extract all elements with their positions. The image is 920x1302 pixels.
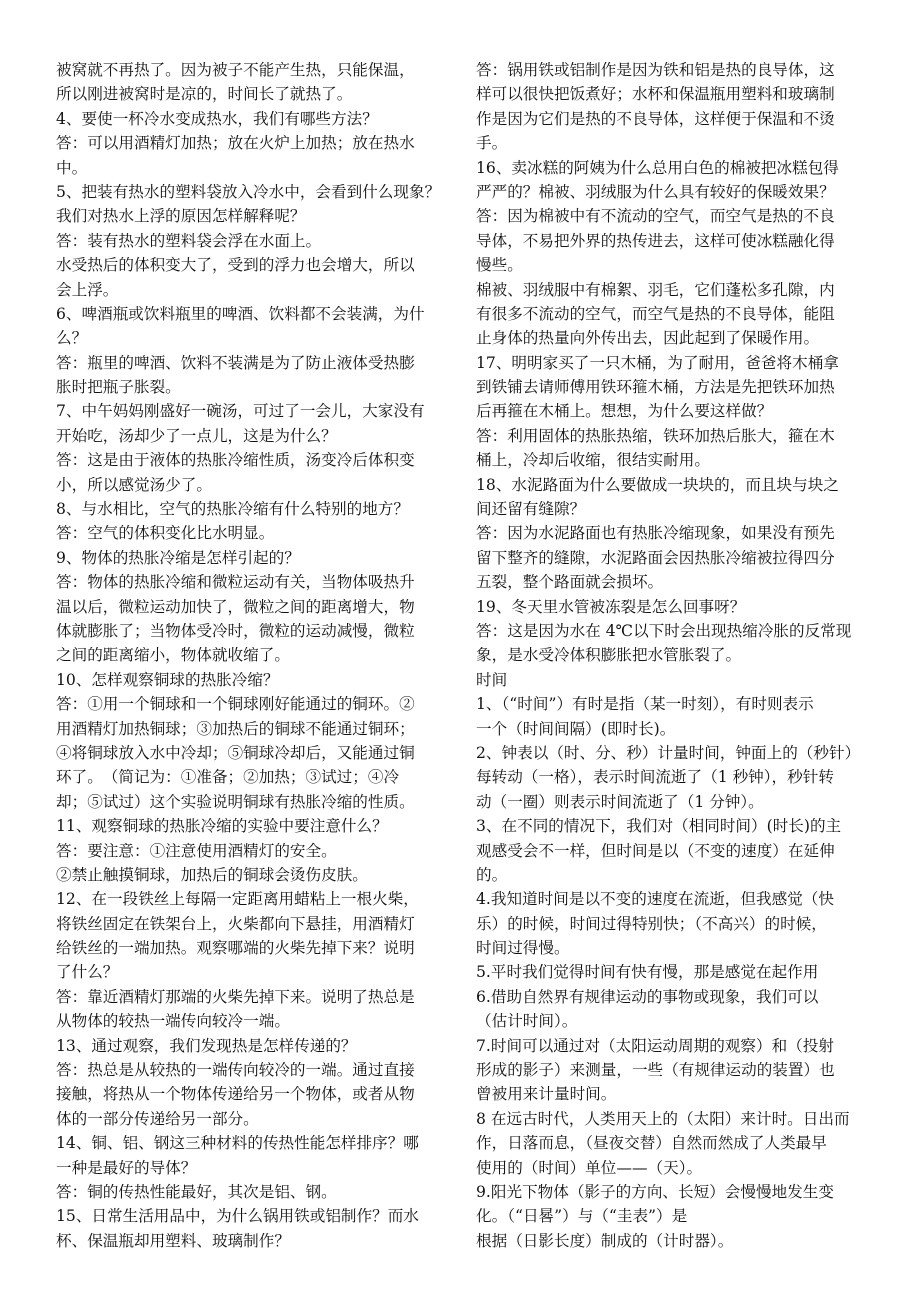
text-line: 13、通过观察，我们发现热是怎样传递的？ (56, 1036, 357, 1055)
text-line: 7.时间可以通过对（太阳运动周期的观察）和（投射 (476, 1036, 834, 1055)
text-line: 用酒精灯加热铜球；③加热后的铜球不能通过铜环； (56, 719, 415, 738)
text-line: 5.平时我们觉得时间有快有慢，那是感觉在起作用 (476, 963, 819, 982)
text-line: 到铁铺去请师傅用铁环箍木桶，方法是先把铁环加热 (476, 378, 835, 397)
text-line: 的。 (476, 865, 508, 884)
text-line: 答：可以用酒精灯加热；放在火炉上加热；放在热水 (56, 134, 415, 153)
text-line: 五裂，整个路面就会损坏。 (476, 573, 664, 592)
text-line: （估计时间）。 (476, 1012, 578, 1031)
text-line: 9、物体的热胀冷缩是怎样引起的？ (56, 548, 300, 567)
text-line: 16、卖冰糕的阿姨为什么总用白色的棉被把冰糕包得 (476, 158, 839, 177)
text-line: 手。 (476, 134, 508, 153)
text-line: 严严的？棉被、羽绒服为什么具有较好的保暖效果？ (476, 182, 835, 201)
text-line: 8 在远古时代，人类用天上的（太阳）来计时。日出而 (476, 1109, 850, 1128)
text-line: 答：装有热水的塑料袋会浮在水面上。 (56, 231, 322, 250)
text-line: 动（一圈）则表示时间流逝了（1 分钟）。 (476, 792, 764, 811)
text-line: 胀时把瓶子胀裂。 (56, 378, 181, 397)
text-line: 将铁丝固定在铁架台上，火柴都向下悬挂，用酒精灯 (56, 914, 415, 933)
right-text-column (476, 58, 868, 1253)
text-line: 3、在不同的情况下，我们对（相同时间）(时长)的主 (476, 817, 842, 836)
text-line: 杯、保温瓶却用塑料、玻璃制作？ (56, 1231, 290, 1250)
text-line: 样可以很快把饭煮好；水杯和保温瓶用塑料和玻璃制 (476, 85, 835, 104)
text-line: 14、铜、铝、钢这三种材料的传热性能怎样排序？哪 (56, 1134, 419, 1153)
text-line: 慢些。 (476, 256, 523, 275)
text-line: 有很多不流动的空气，而空气是热的不良导体，能阻 (476, 304, 835, 323)
text-line: 化。（“日晷”）与（“圭表”）是 (476, 1207, 688, 1226)
text-line: 环了。 （简记为：①准备；②加热；③试过；④冷 (56, 768, 400, 787)
text-line: 被窝就不再热了。因为被子不能产生热，只能保温， (56, 61, 415, 79)
text-line: 18、水泥路面为什么要做成一块块的，而且块与块之 (476, 475, 839, 494)
text-line: 我们对热水上浮的原因怎样解释呢？ (56, 207, 306, 226)
text-line: 17、明明家买了一只木桶，为了耐用，爸爸将木桶拿 (476, 353, 839, 372)
text-line: 给铁丝的一端加热。观察哪端的火柴先掉下来？说明 (56, 939, 415, 958)
text-line: 却；⑤试过）这个实验说明铜球有热胀冷缩的性质。 (56, 792, 415, 811)
text-line: 桶上，冷却后收缩，很结实耐用。 (476, 451, 710, 470)
text-line: 作是因为它们是热的不良导体，这样便于保温和不烫 (476, 109, 835, 128)
text-line: 中。 (56, 158, 88, 177)
text-line: ④将铜球放入水中冷却；⑤铜球冷却后，又能通过铜 (56, 743, 415, 762)
text-line: 留下整齐的缝隙，水泥路面会因热胀冷缩被拉得四分 (476, 548, 835, 567)
text-line: 答：物体的热胀冷缩和微粒运动有关，当物体吸热升 (56, 573, 415, 592)
text-line: 答：①用一个铜球和一个铜球刚好能通过的铜环。② (56, 695, 415, 714)
text-line: 12、在一段铁丝上每隔一定距离用蜡粘上一根火柴， (56, 890, 419, 909)
text-line: 答：锅用铁或铝制作是因为铁和铝是热的良导体，这 (476, 61, 835, 79)
text-line: 小，所以感觉汤少了。 (56, 475, 212, 494)
text-line: 乐）的时候，时间过得特别快；（不高兴）的时候， (476, 914, 827, 933)
text-line: 答：靠近酒精灯那端的火柴先掉下来。说明了热总是 (56, 987, 415, 1006)
text-line: 形成的影子）来测量，一些（有规律运动的装置）也 (476, 1061, 835, 1080)
text-line: 温以后，微粒运动加快了，微粒之间的距离增大，物 (56, 597, 415, 616)
text-line: 答：利用固体的热胀热缩，铁环加热后胀大，箍在木 (476, 426, 835, 445)
text-line: 象，是水受冷体积膨胀把水管胀裂了。 (476, 646, 742, 665)
left-text-column (56, 58, 452, 1253)
text-line: 9.阳光下物体（影子的方向、长短）会慢慢地发生变 (476, 1182, 834, 1201)
text-line: 棉被、羽绒服中有棉絮、羽毛，它们蓬松多孔隙，内 (476, 280, 835, 299)
text-line: 之间的距离缩小，物体就收缩了。 (56, 646, 290, 665)
text-line: 后再箍在木桶上。想想，为什么要这样做？ (476, 402, 773, 421)
text-line: 11、观察铜球的热胀冷缩的实验中要注意什么？ (56, 817, 388, 836)
text-line: 接触，将热从一个物体传递给另一个物体，或者从物 (56, 1085, 415, 1104)
text-line: 曾被用来计量时间。 (476, 1085, 617, 1104)
text-line: ②禁止触摸铜球，加热后的铜球会烫伤皮肤。 (56, 865, 368, 884)
text-line: 答：热总是从较热的一端传向较冷的一端。通过直接 (56, 1061, 415, 1080)
text-line: 观感受会不一样，但时间是以（不变的速度）在延伸 (476, 841, 835, 860)
text-line: 8、与水相比，空气的热胀冷缩有什么特别的地方？ (56, 500, 409, 519)
text-line: 每转动（一格），表示时间流逝了（1 秒钟），秒针转 (476, 768, 834, 787)
text-line: 么？ (56, 329, 88, 348)
text-line: 答：因为水泥路面也有热胀冷缩现象，如果没有预先 (476, 524, 835, 543)
text-line: 作，日落而息，（昼夜交替）自然而然成了人类最早 (476, 1134, 827, 1153)
text-line: 间还留有缝隙？ (476, 500, 586, 519)
text-line: 一个（时间间隔）(即时长)。 (476, 719, 676, 738)
text-line: 根据（日影长度）制成的（计时器）。 (476, 1231, 734, 1250)
text-line: 答：要注意：①注意使用酒精灯的安全。 (56, 841, 337, 860)
text-line: 15、日常生活用品中，为什么锅用铁或铝制作？而水 (56, 1207, 419, 1226)
text-line: 答：这是由于液体的热胀冷缩性质，汤变冷后体积变 (56, 451, 415, 470)
text-line: 4、要使一杯冷水变成热水，我们有哪些方法？ (56, 109, 378, 128)
text-line: 答：铜的传热性能最好，其次是铝、钢。 (56, 1182, 337, 1201)
text-line: 答：空气的体积变化比水明显。 (56, 524, 275, 543)
text-line: 7、中午妈妈刚盛好一碗汤，可过了一会儿，大家没有 (56, 402, 425, 421)
text-line: 1、（“时间”）有时是指（某一时刻），有时则表示 (476, 695, 814, 714)
text-line: 使用的（时间）单位——（天）。 (476, 1158, 703, 1177)
text-line: 6、啤酒瓶或饮料瓶里的啤酒、饮料都不会装满，为什 (56, 304, 425, 323)
text-line: 答：因为棉被中有不流动的空气，而空气是热的不良 (476, 207, 835, 226)
text-line: 19、冬天里水管被冻裂是怎么回事呀？ (476, 597, 746, 616)
text-line: 体就膨胀了；当物体受冷时，微粒的运动减慢，微粒 (56, 621, 415, 640)
text-line: 10、怎样观察铜球的热胀冷缩？ (56, 670, 279, 689)
text-line: 时间 (476, 670, 508, 689)
text-line: 了什么？ (56, 963, 119, 982)
text-line: 一种是最好的导体？ (56, 1158, 197, 1177)
text-line: 开始吃，汤却少了一点儿，这是为什么？ (56, 426, 337, 445)
text-line: 4.我知道时间是以不变的速度在流逝，但我感觉（快 (476, 890, 834, 909)
text-line: 水受热后的体积变大了，受到的浮力也会增大，所以 (56, 256, 415, 275)
text-line: 所以刚进被窝时是凉的，时间长了就热了。 (56, 85, 353, 104)
text-line: 体的一部分传递给另一部分。 (56, 1109, 259, 1128)
text-line: 5、把装有热水的塑料袋放入冷水中，会看到什么现象？ (56, 182, 441, 201)
text-line: 2、钟表以（时、分、秒）计量时间，钟面上的（秒针） (476, 743, 861, 762)
text-line: 时间过得慢。 (476, 939, 570, 958)
text-line: 从物体的较热一端传向较冷一端。 (56, 1012, 290, 1031)
text-line: 答：瓶里的啤酒、饮料不装满是为了防止液体受热膨 (56, 353, 415, 372)
text-line: 6.借助自然界有规律运动的事物或现象，我们可以 (476, 987, 819, 1006)
text-line: 导体，不易把外界的热传进去，这样可使冰糕融化得 (476, 231, 835, 250)
text-line: 答：这是因为水在 4℃以下时会出现热缩冷胀的反常现 (476, 621, 852, 640)
text-line: 会上浮。 (56, 280, 119, 299)
text-line: 止身体的热量向外传出去，因此起到了保暖作用。 (476, 329, 820, 348)
